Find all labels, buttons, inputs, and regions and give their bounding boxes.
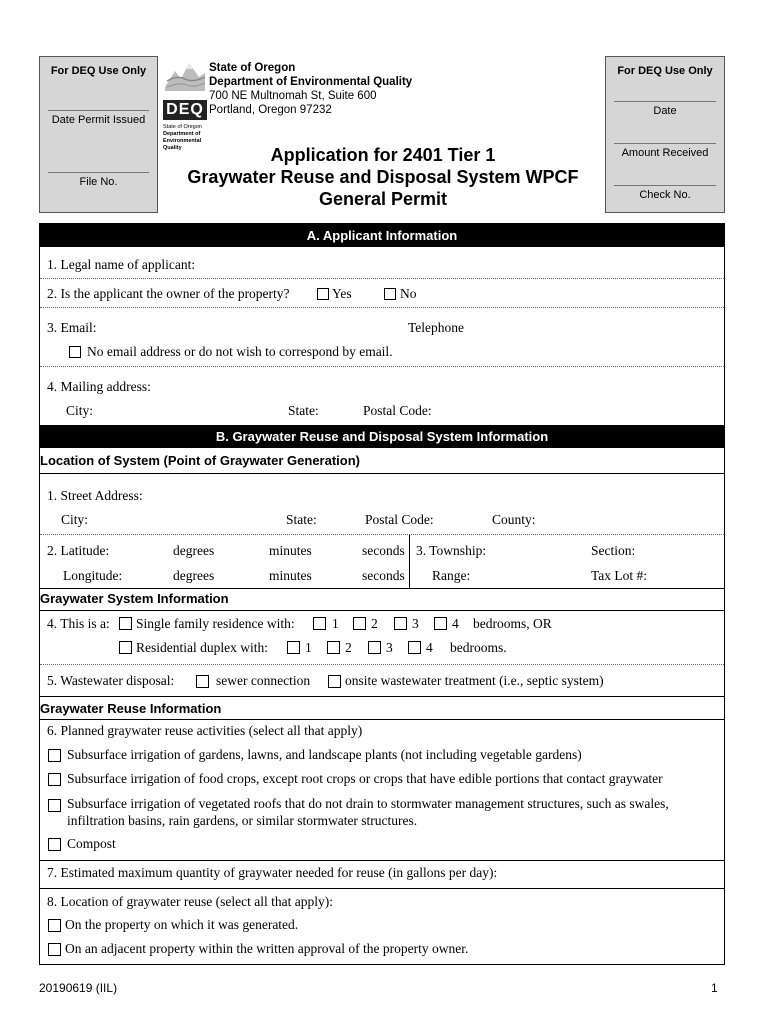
gardens-checkbox[interactable]	[48, 749, 61, 762]
adjacent-property-checkbox[interactable]	[48, 943, 61, 956]
duplex-bed-4-label: 4	[426, 640, 433, 655]
adjacent-property-label: On an adjacent property within the written approval of the property owner.	[65, 941, 469, 956]
mountain-icon	[163, 57, 207, 97]
single-bed-4-label: 4	[452, 616, 459, 631]
section-b-header: B. Graywater Reuse and Disposal System Information	[40, 425, 724, 448]
file-no-field[interactable]: File No.	[48, 172, 149, 188]
page-number: 1	[711, 981, 718, 995]
street-city-label[interactable]: City:	[61, 512, 89, 527]
form-code: 20190619 (IIL)	[39, 981, 118, 995]
telephone-label[interactable]: Telephone	[408, 320, 465, 335]
single-bed-2-checkbox[interactable]	[353, 617, 366, 630]
logo-line2: Department of	[163, 131, 201, 137]
agency-address2: Portland, Oregon 97232	[209, 104, 332, 116]
owner-no-checkbox[interactable]	[384, 288, 396, 300]
single-bed-3-label: 3	[412, 616, 419, 631]
single-bed-1-label: 1	[332, 616, 339, 631]
street-postal-label[interactable]: Postal Code:	[365, 512, 434, 527]
email-label[interactable]: 3. Email:	[47, 320, 97, 335]
section-label[interactable]: Section:	[591, 543, 636, 558]
single-bed-3-checkbox[interactable]	[394, 617, 407, 630]
owner-yes-checkbox[interactable]	[317, 288, 329, 300]
agency-state: State of Oregon	[209, 62, 296, 74]
latitude-label[interactable]: 2. Latitude:	[47, 543, 110, 558]
single-bed-1-checkbox[interactable]	[313, 617, 326, 630]
deq-left-header: For DEQ Use Only	[50, 65, 147, 77]
bedrooms-label: bedrooms.	[450, 640, 507, 655]
sewer-label: sewer connection	[216, 673, 311, 688]
reuse-activities-label: 6. Planned graywater reuse activities (select all that apply)	[47, 723, 363, 738]
title-line3: General Permit	[318, 189, 448, 209]
owner-question: 2. Is the applicant the owner of the property?	[47, 286, 290, 301]
wastewater-disposal-label: 5. Wastewater disposal:	[47, 673, 175, 688]
application-form	[39, 223, 725, 965]
long-seconds-label: seconds	[362, 568, 405, 583]
duplex-bed-2-label: 2	[345, 640, 352, 655]
title-line1: Application for 2401 Tier 1	[270, 145, 496, 165]
range-label[interactable]: Range:	[432, 568, 471, 583]
deq-use-only-right	[605, 56, 725, 213]
vegetated-roofs-label-2: infiltration basins, rain gardens, or similar stormwater structures.	[67, 813, 418, 828]
logo-line3: Environmental	[163, 138, 202, 144]
section-a-header: A. Applicant Information	[40, 224, 724, 247]
lat-degrees-label: degrees	[173, 543, 215, 558]
food-crops-label: Subsurface irrigation of food crops, except root crops or crops that have edible portions that contact graywater	[67, 771, 663, 786]
duplex-checkbox[interactable]	[119, 641, 132, 654]
duplex-bed-1-label: 1	[305, 640, 312, 655]
no-email-checkbox[interactable]	[69, 346, 81, 358]
single-family-label: Single family residence with:	[136, 616, 295, 631]
tax-lot-label[interactable]: Tax Lot #:	[591, 568, 648, 583]
same-property-label: On the property on which it was generated.	[65, 917, 299, 932]
compost-checkbox[interactable]	[48, 838, 61, 851]
onsite-label: onsite wastewater treatment (i.e., septic system)	[345, 673, 604, 688]
lat-minutes-label: minutes	[269, 543, 312, 558]
logo-line4: Quality	[163, 145, 182, 151]
system-info-header: Graywater System Information	[40, 591, 229, 606]
long-degrees-label: degrees	[173, 568, 215, 583]
mailing-postal-label[interactable]: Postal Code:	[363, 403, 432, 418]
owner-yes-label: Yes	[332, 286, 352, 301]
duplex-bed-1-checkbox[interactable]	[287, 641, 300, 654]
duplex-bed-3-checkbox[interactable]	[368, 641, 381, 654]
this-is-a-label: 4. This is a:	[47, 616, 110, 631]
vegetated-roofs-label: Subsurface irrigation of vegetated roofs that do not drain to stormwater management structures, such as swales,	[67, 796, 669, 811]
date-field[interactable]: Date	[614, 101, 716, 117]
logo-line1: State of Oregon	[163, 124, 202, 130]
legal-name-label[interactable]: 1. Legal name of applicant:	[47, 257, 196, 272]
max-quantity-label[interactable]: 7. Estimated maximum quantity of graywater needed for reuse (in gallons per day):	[47, 865, 498, 880]
agency-address1: 700 NE Multnomah St, Suite 600	[209, 90, 377, 102]
duplex-bed-3-label: 3	[386, 640, 393, 655]
gardens-label: Subsurface irrigation of gardens, lawns, and landscape plants (not including vegetable gardens)	[67, 747, 582, 762]
agency-dept: Department of Environmental Quality	[209, 76, 413, 88]
single-bed-2-label: 2	[371, 616, 378, 631]
reuse-location-label: 8. Location of graywater reuse (select all that apply):	[47, 894, 334, 909]
no-email-label: No email address or do not wish to correspond by email.	[87, 344, 393, 359]
mailing-address-label[interactable]: 4. Mailing address:	[47, 379, 151, 394]
street-state-label[interactable]: State:	[286, 512, 317, 527]
vegetated-roofs-checkbox[interactable]	[48, 799, 61, 812]
duplex-label: Residential duplex with:	[136, 640, 268, 655]
check-no-field[interactable]: Check No.	[614, 185, 716, 201]
reuse-info-header: Graywater Reuse Information	[40, 701, 222, 716]
county-label[interactable]: County:	[492, 512, 536, 527]
compost-label: Compost	[67, 836, 116, 851]
long-minutes-label: minutes	[269, 568, 312, 583]
agency-address	[209, 61, 412, 117]
location-header: Location of System (Point of Graywater Generation)	[40, 453, 360, 468]
date-permit-issued-field[interactable]: Date Permit Issued	[48, 110, 149, 126]
onsite-checkbox[interactable]	[328, 675, 341, 688]
deq-right-header: For DEQ Use Only	[617, 65, 713, 77]
lat-seconds-label: seconds	[362, 543, 405, 558]
same-property-checkbox[interactable]	[48, 919, 61, 932]
duplex-bed-2-checkbox[interactable]	[327, 641, 340, 654]
mailing-state-label[interactable]: State:	[288, 403, 319, 418]
duplex-bed-4-checkbox[interactable]	[408, 641, 421, 654]
township-label[interactable]: 3. Township:	[416, 543, 487, 558]
single-family-checkbox[interactable]	[119, 617, 132, 630]
longitude-label[interactable]: Longitude:	[63, 568, 123, 583]
deq-logo-text: DEQ	[163, 100, 207, 120]
page-title	[178, 144, 588, 210]
sewer-checkbox[interactable]	[196, 675, 209, 688]
deq-use-only-left	[39, 56, 158, 213]
food-crops-checkbox[interactable]	[48, 773, 61, 786]
owner-no-label: No	[400, 286, 417, 301]
street-address-label[interactable]: 1. Street Address:	[47, 488, 143, 503]
mailing-city-label[interactable]: City:	[66, 403, 94, 418]
title-line2: Graywater Reuse and Disposal System WPCF	[187, 167, 579, 187]
bedrooms-or-label: bedrooms, OR	[473, 616, 552, 631]
single-bed-4-checkbox[interactable]	[434, 617, 447, 630]
amount-received-field[interactable]: Amount Received	[614, 143, 716, 159]
